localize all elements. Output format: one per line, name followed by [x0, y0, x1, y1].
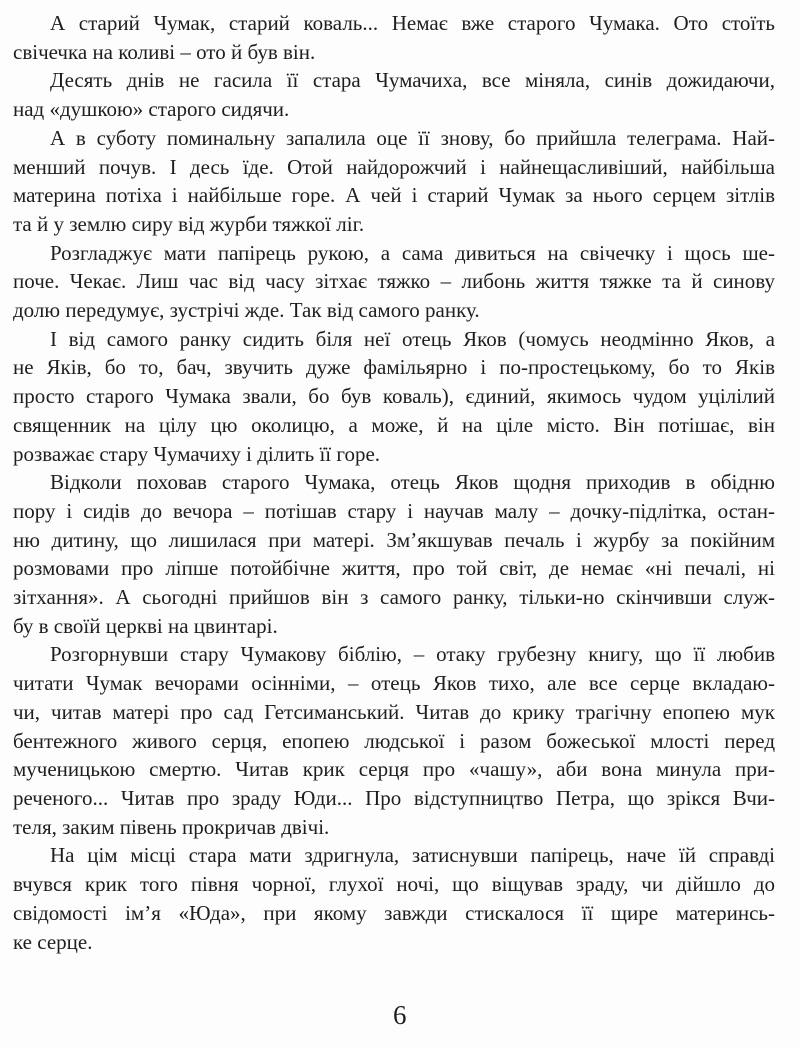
text-line: вчувся крик того півня чорної, глухої ночі, що віщував зраду, чи дійшло до: [13, 872, 775, 897]
page-number: 6: [393, 1000, 407, 1030]
text-line: бентежного живого серця, епопею людської і разом божеської млості перед: [13, 728, 775, 753]
text-line: бу в своїй церкві на цвинтарі.: [13, 613, 278, 638]
text-line: чи, читав матері про сад Гетсиманський. Читав до крику трагічну епопею мук: [13, 699, 775, 724]
text-line: А старий Чумак, старий коваль... Немає вже старого Чумака. Ото стоїть: [50, 11, 775, 35]
paragraph: [13, 124, 775, 239]
text-line: долю передумує, зустрічі жде. Так від самого ранку.: [13, 298, 480, 323]
paragraph: [13, 640, 775, 841]
paragraph: [13, 325, 775, 469]
text-line: теля, заким півень прокричав двічі.: [13, 814, 330, 839]
text-line: мученицькою смертю. Читав крик серця про «чашу», аби вона минула при-: [13, 757, 775, 782]
text-line: пору і сидів до вечора – потішав стару і научав малу – дочку-підлітка, остан-: [13, 498, 775, 523]
text-line: ке серце.: [13, 929, 93, 954]
paragraph: [13, 9, 775, 66]
text-line: розважає стару Чумачиху і ділить її горе.: [13, 441, 381, 466]
text-line: зітхання». А сьогодні прийшов він з самого ранку, тільки-но скінчивши служ-: [13, 585, 775, 610]
text-line: не Яків, бо то, бач, звучить дуже фамільярно і по-простецькому, бо то Яків: [13, 355, 775, 380]
paragraph: [13, 66, 775, 123]
text-line: Відколи поховав старого Чумака, отець Яков щодня приходив в обідню: [50, 470, 775, 495]
text-line: Розгладжує мати папірець рукою, а сама дивиться на свічечку і щось ше-: [50, 240, 775, 265]
text-line: священник на цілу цю околицю, а може, й на ціле місто. Він потішає, він: [13, 412, 775, 437]
text-line: І від самого ранку сидить біля неї отець Яков (чомусь неодмінно Яков, а: [50, 326, 775, 351]
page-footer: [0, 1002, 800, 1029]
paragraph: [13, 239, 775, 325]
text-line: читати Чумак вечорами осінніми, – отець Яков тихо, але все серце вкладаю-: [13, 671, 775, 696]
text-line: Розгорнувши стару Чумакову біблію, – отаку грубезну книгу, що її любив: [50, 642, 775, 667]
text-line: свічечка на коливі – ото й був він.: [13, 39, 316, 64]
text-line: А в суботу поминальну запалила оце її знову, бо прийшла телеграма. Най-: [50, 125, 775, 150]
text-line: материна потіха і найбільше горе. А чей і старий Чумак за нього серцем зітлів: [13, 183, 775, 208]
text-line: реченого... Читав про зраду Юди... Про відступництво Петра, що зрікся Вчи-: [13, 785, 775, 810]
text-line: Десять днів не гасила її стара Чумачиха, все міняла, синів дожидаючи,: [50, 68, 775, 93]
text-line: ню дитину, що лишилася при матері. Зм’якшував печаль і журбу за покійним: [13, 527, 775, 552]
text-line: менший почув. І десь їде. Отой найдорожчий і найнещасливіший, найбільша: [13, 154, 775, 179]
paragraph: [13, 841, 775, 956]
text-line: На цім місці стара мати здригнула, затиснувши папірець, наче їй справді: [50, 843, 775, 868]
paragraph: [13, 468, 775, 640]
text-line: свідомості ім’я «Юда», при якому завжди стискалося її щире материнсь-: [13, 900, 775, 925]
text-line: над «душкою» старого сидячи.: [13, 97, 290, 122]
text-line: та й у землю сиру від журби тяжкої ліг.: [13, 211, 365, 236]
text-line: поче. Чекає. Лиш час від часу зітхає тяжко – либонь життя тяжке та й синову: [13, 269, 775, 294]
text-line: розмовами про ліпше потойбічне життя, про той світ, де немає «ні печалі, ні: [13, 556, 775, 581]
text-line: просто старого Чумака звали, бо був коваль), єдиний, якимось чудом уцілілий: [13, 384, 775, 409]
